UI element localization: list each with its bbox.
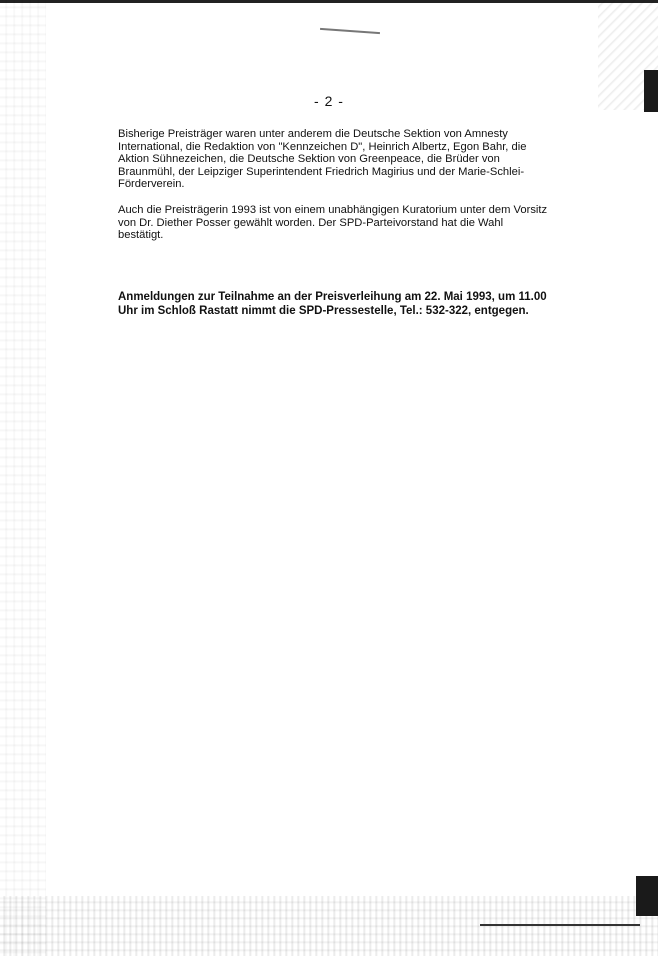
scan-bottom-edge-noise: [0, 896, 658, 956]
page-number: - 2 -: [314, 93, 344, 109]
scan-mark: [320, 28, 380, 34]
paragraph-previous-winners: Bisherige Preisträger waren unter anderem die Deutsche Sektion von Amnesty International, die Redaktion von "Kennzeichen D", Heinrich Albertz, Egon Bahr, die Aktion Sühnezeichen, die Deutsche Sektion von Greenpeace, die Brüder von Braunmühl, der Leipziger Superintendent Friedrich Magirius und der Marie-Schlei-Förderverein.: [118, 128, 527, 191]
scan-left-margin-noise: [0, 0, 46, 956]
paragraph-registration: Anmeldungen zur Teilnahme an der Preisverleihung am 22. Mai 1993, um 11.00 Uhr im Schloß Rastatt nimmt die SPD-Pressestelle, Tel.: 532-322, entgegen.: [118, 291, 547, 317]
scan-bottom-line: [480, 924, 640, 926]
scan-top-edge: [0, 0, 658, 3]
paragraph-jury: Auch die Preisträgerin 1993 ist von einem unabhängigen Kuratorium unter dem Vorsitz von Dr. Diether Posser gewählt worden. Der SPD-Parteivorstand hat die Wahl bestätigt.: [118, 204, 548, 242]
scan-bottom-right-mark: [636, 876, 658, 916]
